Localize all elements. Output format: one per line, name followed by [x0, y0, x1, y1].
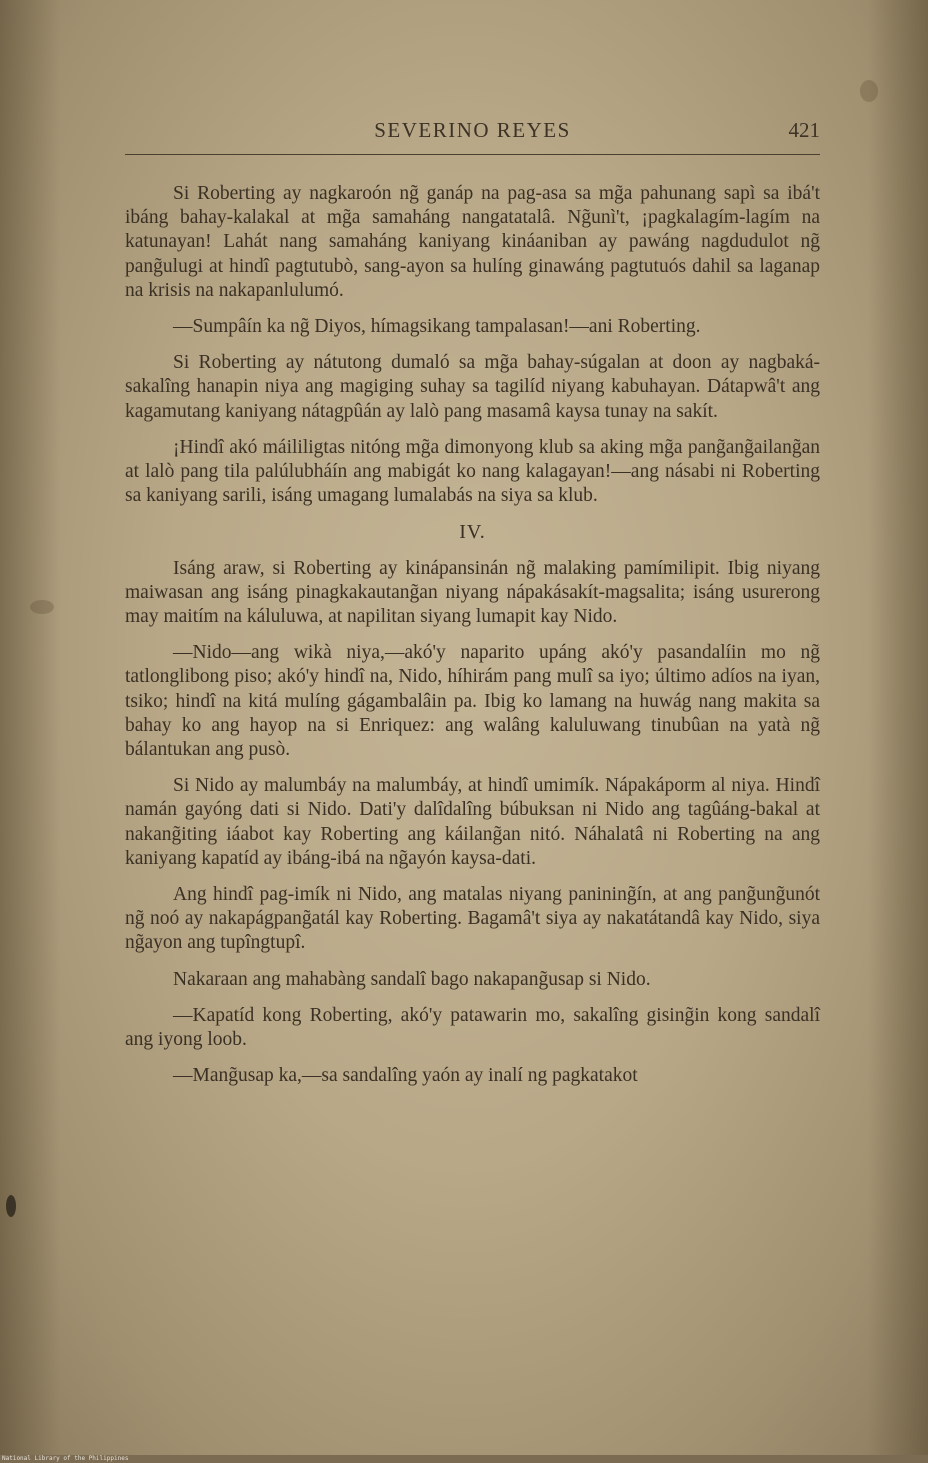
- page-header: [125, 118, 820, 148]
- page-edge-shadow-left: [0, 0, 60, 1455]
- paragraph: ¡Hindî akó máililigtas nitóng mg̃a dimonyong klub sa aking mg̃a pang̃ang̃ailang̃an at lalò pang tila palúlubháín ang mabigát ko nang kalagayan!—ang násabi ni Roberting sa kaniyang sarili, isáng umagang lumalabás na siya sa klub.: [125, 436, 820, 507]
- paragraph: —Mang̃usap ka,—sa sandalîng yaón ay inalí ng pagkatakot: [173, 1065, 638, 1087]
- paper-stain: [30, 600, 54, 614]
- paper-stain: [860, 80, 878, 102]
- page-edge-shadow-right: [868, 0, 928, 1455]
- paragraph: Si Nido ay malumbáy na malumbáy, at hindî umimík. Nápakáporm al niya. Hindî namán gayóng dati si Nido. Dati'y dalîdalîng búbuksan ni Nido ang tagûáng-bakal at nakang̃iting iáabot kay Roberting ang káilang̃an nitó. Náhalatâ ni Roberting na ang kaniyang kapatíd ay ibáng-ibá na ng̃ayón kaysa-dati.: [125, 775, 820, 869]
- page-number: 421: [788, 118, 820, 142]
- section-heading: IV.: [459, 521, 486, 544]
- body-text: [125, 182, 820, 1101]
- paragraph: —Sumpâín ka ng̃ Diyos, hímagsikang tampalasan!—ani Roberting.: [173, 316, 701, 338]
- paragraph: Si Roberting ay nátutong dumaló sa mg̃a bahay-súgalan at doon ay nagbaká-sakalîng hanapin niya ang magiging suhay sa tagilíd niyang kabuhayan. Dátapwâ't ang kagamutang kaniyang nátagpûán ay lalò pang masamâ kaysa tunay na sakít.: [125, 352, 820, 422]
- header-rule: [125, 154, 820, 155]
- paragraph: Nakaraan ang mahabàng sandalî bago nakapang̃usap si Nido.: [173, 968, 651, 990]
- paragraph: Si Roberting ay nagkaroón ng̃ ganáp na pag-asa sa mg̃a pahunang sapì sa ibá't ibáng bahay-kalakal at mg̃a samaháng nangatatalâ. Ng̃unì't, ¡pagkalagím-lagím na katunayan! Lahát nang samaháng kaniyang kináaniban ay pawáng nagdudulot ng̃ pang̃ulugi at hindî pagtutubò, sang-ayon sa hulíng ginawáng pagtutuós dahil sa laganap na krisis na nakapanlulumó.: [125, 183, 820, 301]
- paragraph: Isáng araw, si Roberting ay kinápansinán ng̃ malaking pamímilipit. Ibig niyang maiwasan ang isáng pinagkakautang̃an niyang nápakásakít-magsalita; isáng usurerong may maitím na káluluwa, at napilitan siyang lumapit kay Nido.: [125, 557, 820, 628]
- scan-credit: National Library of the Philippines: [2, 1455, 129, 1462]
- paragraph: —Nido—ang wikà niya,—akó'y naparito upáng akó'y pasandalíin mo ng̃ tatlonglibong piso; akó'y hindî na, Nido, híhirám pang mulî sa iyo; último adíos na iyan, tsiko; hindî na kitá mulíng gágambalâin pa. Ibig ko lamang na huwág nang makita sa bahay ko ang hayop na si Enriquez: ang walâng kaluluwang tinubûan na yatà ng̃ bálantukan ang pusò.: [125, 642, 820, 761]
- running-title: SEVERINO REYES: [374, 118, 571, 142]
- paper-stain: [6, 1195, 16, 1217]
- paragraph: —Kapatíd kong Roberting, akó'y patawarin mo, sakalîng gising̃in kong sandalî ang iyong loob.: [125, 1004, 820, 1051]
- paragraph: Ang hindî pag-imík ni Nido, ang matalas niyang panining̃ín, at ang pang̃ung̃unót ng̃ noó ay nakapágpang̃atál kay Roberting. Bagamâ't siya ay nakatátandâ kay Nido, siya ng̃ayon ang tupîngtupî.: [125, 884, 820, 954]
